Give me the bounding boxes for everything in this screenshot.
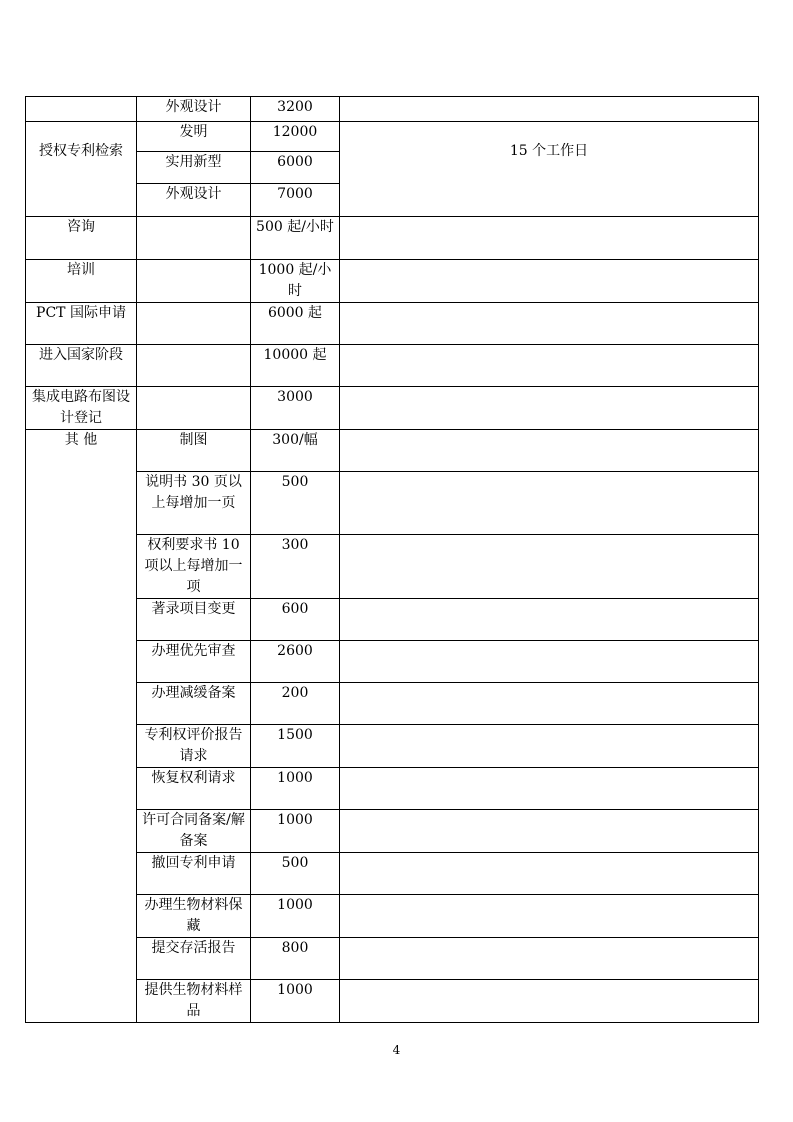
fee-cell: 10000 起 [251, 345, 340, 387]
table-row [26, 345, 759, 387]
table-row [26, 122, 759, 152]
fee-cell: 3200 [251, 97, 340, 122]
note-cell [340, 97, 759, 122]
item-cell: 专利权评价报告请求 [137, 725, 251, 768]
fee-cell: 3000 [251, 387, 340, 430]
category-cell: PCT 国际申请 [26, 303, 137, 345]
category-cell: 其 他 [26, 430, 137, 1023]
category-cell: 培训 [26, 260, 137, 303]
table-row [26, 303, 759, 345]
note-cell [340, 387, 759, 430]
note-cell [340, 895, 759, 938]
note-cell [340, 217, 759, 260]
fee-cell: 500 [251, 853, 340, 895]
fee-cell: 6000 起 [251, 303, 340, 345]
fee-cell: 1000 [251, 810, 340, 853]
page-number: 4 [392, 1043, 401, 1057]
fee-cell: 200 [251, 683, 340, 725]
fee-cell: 6000 [251, 152, 340, 184]
item-cell: 提交存活报告 [137, 938, 251, 980]
category-cell: 授权专利检索 [26, 122, 137, 217]
note-cell [340, 768, 759, 810]
fee-cell: 500 [251, 472, 340, 535]
fee-cell: 300 [251, 535, 340, 599]
item-cell: 著录项目变更 [137, 599, 251, 641]
fee-cell: 1000 [251, 980, 340, 1023]
note-cell [340, 599, 759, 641]
item-cell: 制图 [137, 430, 251, 472]
item-cell: 说明书 30 页以上每增加一页 [137, 472, 251, 535]
item-cell: 实用新型 [137, 152, 251, 184]
fee-cell: 300/幅 [251, 430, 340, 472]
item-cell [137, 303, 251, 345]
item-cell [137, 387, 251, 430]
note-cell [340, 260, 759, 303]
category-cell: 集成电路布图设计登记 [26, 387, 137, 430]
note-cell [340, 535, 759, 599]
category-cell: 咨询 [26, 217, 137, 260]
item-cell [137, 217, 251, 260]
item-cell: 提供生物材料样品 [137, 980, 251, 1023]
fee-cell: 12000 [251, 122, 340, 152]
item-cell: 撤回专利申请 [137, 853, 251, 895]
category-cell: 进入国家阶段 [26, 345, 137, 387]
note-cell [340, 938, 759, 980]
fee-cell: 2600 [251, 641, 340, 683]
note-cell [340, 725, 759, 768]
table-row [26, 260, 759, 303]
item-cell: 许可合同备案/解备案 [137, 810, 251, 853]
category-cell [26, 97, 137, 122]
fee-cell: 500 起/小时 [251, 217, 340, 260]
note-cell [340, 345, 759, 387]
item-cell: 权利要求书 10 项以上每增加一项 [137, 535, 251, 599]
note-cell [340, 430, 759, 472]
table-row [26, 430, 759, 472]
note-cell [340, 683, 759, 725]
note-cell [340, 303, 759, 345]
note-cell [340, 641, 759, 683]
table-row [26, 387, 759, 430]
fee-cell: 800 [251, 938, 340, 980]
item-cell: 外观设计 [137, 184, 251, 217]
note-cell: 15 个工作日 [340, 122, 759, 217]
note-cell [340, 472, 759, 535]
fee-cell: 1000 [251, 895, 340, 938]
fee-cell: 1000 起/小时 [251, 260, 340, 303]
item-cell: 办理生物材料保藏 [137, 895, 251, 938]
item-cell: 办理减缓备案 [137, 683, 251, 725]
table-row [26, 217, 759, 260]
note-cell [340, 980, 759, 1023]
item-cell: 恢复权利请求 [137, 768, 251, 810]
fee-cell: 1000 [251, 768, 340, 810]
note-cell [340, 853, 759, 895]
table-row [26, 97, 759, 122]
item-cell: 办理优先审查 [137, 641, 251, 683]
fee-cell: 600 [251, 599, 340, 641]
item-cell [137, 260, 251, 303]
item-cell: 发明 [137, 122, 251, 152]
fee-cell: 1500 [251, 725, 340, 768]
fee-table [25, 96, 759, 1023]
item-cell [137, 345, 251, 387]
fee-cell: 7000 [251, 184, 340, 217]
note-cell [340, 810, 759, 853]
item-cell: 外观设计 [137, 97, 251, 122]
